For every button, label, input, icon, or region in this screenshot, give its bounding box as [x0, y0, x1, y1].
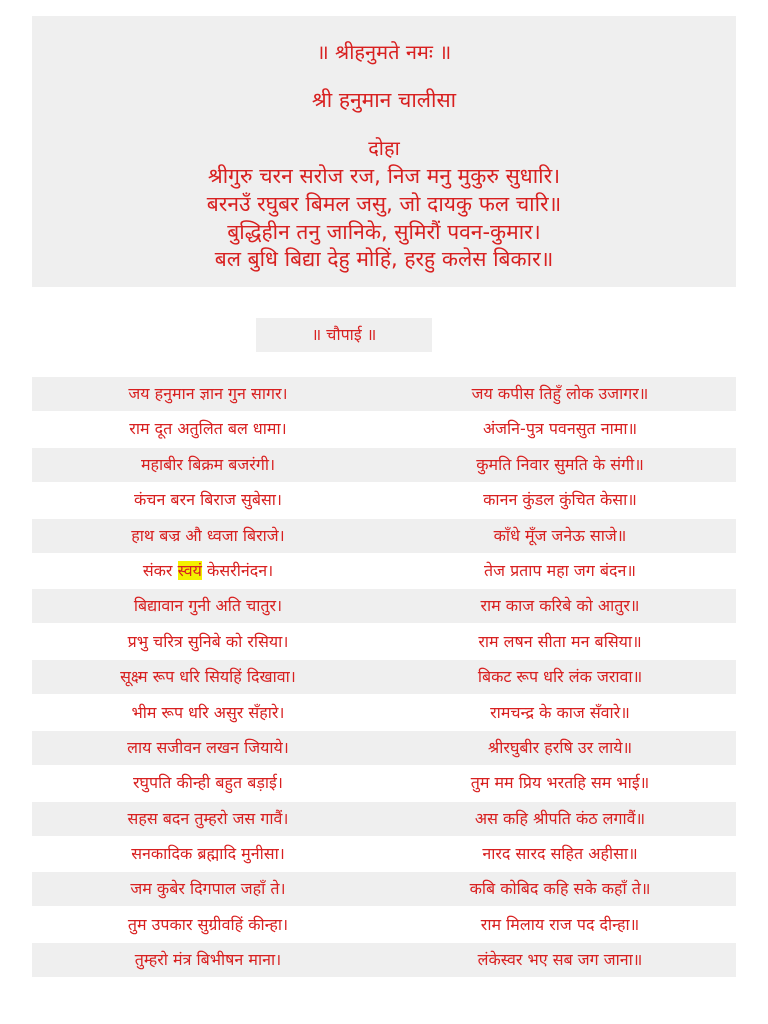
verse-right: नारद सारद सहित अहीसा॥ — [482, 844, 638, 864]
verse-row — [32, 448, 736, 482]
doha-line: बरनउँ रघुबर बिमल जसु, जो दायकु फल चारि॥ — [206, 192, 562, 216]
verse-left: हाथ बज्र औ ध्वजा बिराजे। — [131, 525, 285, 545]
invocation-heading: ॥ श्रीहनुमते नमः ॥ — [316, 40, 452, 64]
verse-right: राम काज करिबे को आतुर॥ — [480, 596, 640, 616]
verse-row — [32, 660, 736, 694]
doha-heading: दोहा — [368, 136, 400, 160]
highlighted-word: स्वयं — [177, 560, 202, 580]
verse-right: काँधे मूँज जनेऊ साजे॥ — [493, 525, 627, 545]
verse-left — [32, 554, 384, 588]
verse-right: राम लषन सीता मन बसिया॥ — [478, 631, 642, 651]
verse-left: बिद्यावान गुनी अति चातुर। — [133, 596, 283, 616]
doha-line: बल बुधि बिद्या देहु मोहिं, हरहु कलेस बिकार॥ — [214, 247, 554, 271]
verse-right: कबि कोबिद कहि सके कहाँ ते॥ — [469, 879, 651, 899]
verse-right: लंकेस्वर भए सब जग जाना॥ — [477, 950, 643, 970]
verse-row — [32, 412, 736, 446]
doha-line: बुद्धिहीन तनु जानिके, सुमिरौं पवन-कुमार। — [227, 220, 541, 244]
verse-row — [32, 731, 736, 765]
verse-left: जम कुबेर दिगपाल जहाँ ते। — [130, 879, 286, 899]
verse-left: सनकादिक ब्रह्मादि मुनीसा। — [131, 844, 285, 864]
verse-right: श्रीरघुबीर हरषि उर लाये॥ — [487, 737, 633, 757]
verse-row — [32, 943, 736, 977]
verse-row — [32, 837, 736, 871]
verse-right: रामचन्द्र के काज सँवारे॥ — [490, 702, 630, 722]
chaupai-verses — [32, 377, 736, 979]
verse-right: अंजनि-पुत्र पवनसुत नामा॥ — [482, 419, 638, 439]
verse-row — [32, 377, 736, 411]
verse-left: लाय सजीवन लखन जियाये। — [127, 737, 289, 757]
verse-left: राम दूत अतुलित बल धामा। — [129, 419, 287, 439]
verse-row — [32, 589, 736, 623]
doha-line: श्रीगुरु चरन सरोज रज, निज मनु मुकुरु सुधारि। — [207, 164, 561, 188]
verse-left: तुम्हरो मंत्र बिभीषन माना। — [134, 950, 282, 970]
verse-left: महाबीर बिक्रम बजरंगी। — [140, 454, 276, 474]
verse-row — [32, 554, 736, 588]
verse-row — [32, 625, 736, 659]
verse-right: बिकट रूप धरि लंक जरावा॥ — [477, 667, 643, 687]
verse-row — [32, 483, 736, 517]
verse-left: तुम उपकार सुग्रीवहिं कीन्हा। — [127, 914, 289, 934]
verse-left: कंचन बरन बिराज सुबेसा। — [134, 490, 282, 510]
verse-text: संकर — [142, 560, 178, 580]
verse-row — [32, 519, 736, 553]
verse-left: जय हनुमान ज्ञान गुन सागर। — [128, 384, 288, 403]
verse-right: तुम मम प्रिय भरतहि सम भाई॥ — [470, 773, 650, 793]
verse-left: रघुपति कीन्ही बहुत बड़ाई। — [133, 773, 283, 793]
doha-box — [32, 16, 736, 287]
page-title: श्री हनुमान चालीसा — [311, 88, 457, 112]
verse-left: सहस बदन तुम्हरो जस गावैं। — [127, 808, 289, 828]
verse-row — [32, 872, 736, 906]
verse-right: कानन कुंडल कुंचित केसा॥ — [483, 490, 637, 510]
verse-row — [32, 802, 736, 836]
verse-left: सूक्ष्म रूप धरि सियहिं दिखावा। — [120, 667, 296, 687]
verse-row — [32, 696, 736, 730]
verse-row — [32, 766, 736, 800]
verse-left: भीम रूप धरि असुर सँहारे। — [131, 702, 285, 722]
verse-right: राम मिलाय राज पद दीन्हा॥ — [480, 914, 640, 934]
chaupai-heading: ॥ चौपाई ॥ — [256, 318, 432, 352]
verse-left: प्रभु चरित्र सुनिबे को रसिया। — [127, 631, 289, 651]
verse-right: तेज प्रताप महा जग बंदन॥ — [484, 560, 636, 580]
verse-row — [32, 908, 736, 942]
verse-right: जय कपीस तिहुँ लोक उजागर॥ — [471, 384, 649, 403]
verse-right: कुमति निवार सुमति के संगी॥ — [476, 454, 644, 474]
verse-right: अस कहि श्रीपति कंठ लगावैं॥ — [474, 808, 646, 828]
verse-text: केसरीनंदन। — [201, 560, 274, 580]
